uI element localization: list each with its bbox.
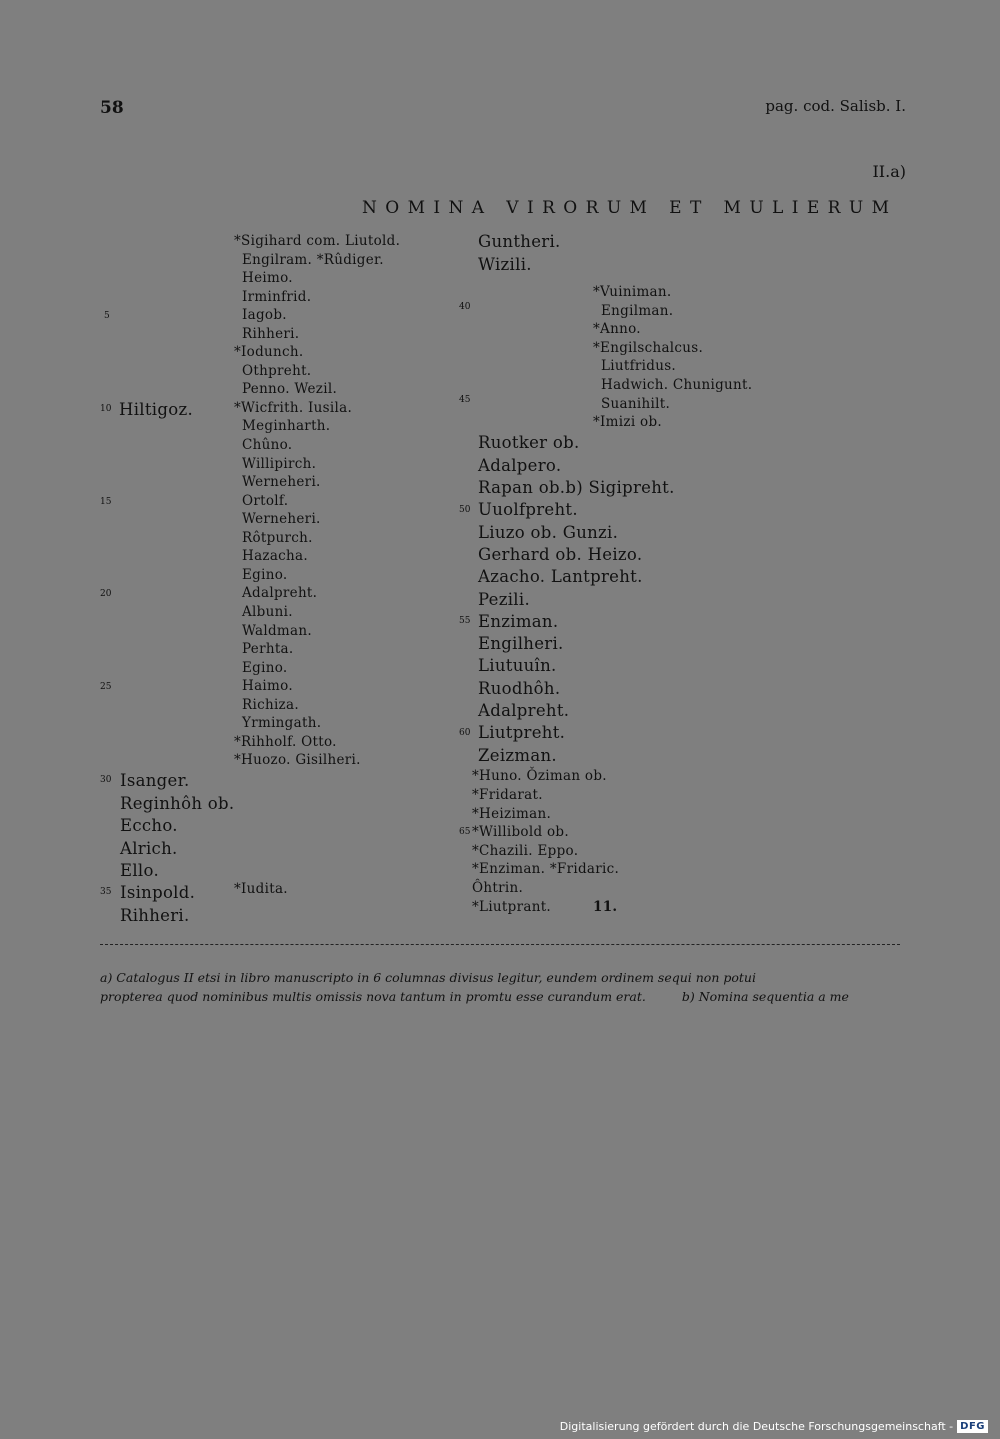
name-entry: *Iudita. — [234, 881, 288, 897]
name-entry: Adalpreht. — [242, 585, 318, 601]
name-entry: Liuzo ob. Gunzi. — [478, 523, 619, 542]
name-entry: Guntheri. — [478, 232, 561, 251]
name-entry: Rihheri. — [242, 326, 300, 342]
name-entry: Penno. Wezil. — [242, 381, 338, 397]
footnote-line — [100, 987, 908, 1006]
name-entry: Richiza. — [242, 697, 299, 713]
credit-text: Digitalisierung gefördert durch die Deutsche Forschungsgemeinschaft - — [559, 1420, 954, 1433]
name-entry: Liutpreht. — [478, 723, 566, 742]
name-entry: Egino. — [242, 660, 288, 676]
footnote-line: a) Catalogus II etsi in libro manuscripto in 6 columnas divisus legitur, eundem ordinem sequi non potui — [100, 970, 756, 985]
name-entry: Ortolf. — [242, 493, 289, 509]
line-number: 15 — [100, 497, 112, 507]
line-number: 35 — [100, 887, 112, 897]
name-entry: Iagob. — [242, 307, 287, 323]
name-entry: *Wicfrith. Iusila. — [234, 400, 353, 416]
page-title: NOMINA VIRORUM ET MULIERUM — [362, 198, 898, 218]
name-entry: *Fridarat. — [472, 787, 543, 803]
name-entry: Engilram. *Rûdiger. — [242, 252, 384, 268]
name-entry: *Huno. Ǒziman ob. — [472, 768, 607, 784]
name-entry: Reginhôh ob. — [120, 794, 235, 813]
name-entry: Uuolfpreht. — [478, 500, 578, 519]
name-entry: *Heiziman. — [472, 806, 552, 822]
line-number: 50 — [459, 505, 471, 515]
name-entry: Ruotker ob. — [478, 433, 580, 452]
name-entry: Adalpero. — [478, 456, 562, 475]
name-entry: Perhta. — [242, 641, 294, 657]
name-entry: *Anno. — [593, 321, 641, 337]
name-entry: Werneheri. — [242, 511, 321, 527]
name-entry: Waldman. — [242, 623, 312, 639]
name-entry: Heimo. — [242, 270, 293, 286]
name-entry: Willipirch. — [242, 456, 317, 472]
name-entry: Rapan ob.b) Sigipreht. — [478, 478, 675, 497]
name-entry: *Sigihard com. Liutold. — [234, 233, 401, 249]
name-entry: Hiltigoz. — [119, 400, 193, 419]
name-entry: Zeizman. — [478, 746, 557, 765]
name-entry: Ôhtrin. — [472, 880, 524, 896]
name-entry: Alrich. — [120, 839, 178, 858]
footnote-rule — [100, 944, 900, 945]
name-entry: Wizili. — [478, 255, 532, 274]
name-entry: Suanihilt. — [601, 396, 671, 412]
name-entry: Isanger. — [120, 771, 190, 790]
digitization-credit — [560, 1420, 988, 1433]
name-entry: Hazacha. — [242, 548, 308, 564]
line-number: 55 — [459, 616, 471, 626]
name-entry: Isinpold. — [120, 883, 196, 902]
name-entry: Chûno. — [242, 437, 293, 453]
name-entry: Rôtpurch. — [242, 530, 313, 546]
name-entry: *Willibold ob. — [472, 824, 569, 840]
name-entry: Gerhard ob. Heizo. — [478, 545, 643, 564]
line-number: 60 — [459, 728, 471, 738]
name-entry: *Huozo. Gisilheri. — [234, 752, 361, 768]
name-entry: Meginharth. — [242, 418, 331, 434]
name-entry: Enziman. — [478, 612, 559, 631]
line-number: 30 — [100, 775, 112, 785]
name-entry: Eccho. — [120, 816, 178, 835]
name-entry: Albuni. — [242, 604, 293, 620]
footnote-line-text: propterea quod nominibus multis omissis nova tantum in promtu esse curandum erat. — [100, 989, 646, 1004]
name-entry: Pezili. — [478, 590, 530, 609]
name-entry: Ello. — [120, 861, 159, 880]
dfg-logo: DFG — [957, 1420, 988, 1433]
name-entry: Liutuuîn. — [478, 656, 557, 675]
name-entry: Werneheri. — [242, 474, 321, 490]
name-entry: Engilheri. — [478, 634, 564, 653]
name-entry: *Rihholf. Otto. — [234, 734, 337, 750]
name-entry: Adalpreht. — [478, 701, 570, 720]
name-entry: *Chazili. Eppo. — [472, 843, 579, 859]
name-entry: *Engilschalcus. — [593, 340, 704, 356]
line-number: 10 — [100, 404, 112, 414]
footnote-b: b) Nomina sequentia a me — [681, 989, 849, 1004]
name-entry: *Liutprant. — [472, 899, 552, 915]
name-entry: Ruodhôh. — [478, 679, 561, 698]
reference-mark: 11. — [593, 899, 618, 915]
section-mark: II.a) — [872, 162, 906, 181]
name-entry: Haimo. — [242, 678, 293, 694]
name-entry: Yrmingath. — [242, 715, 322, 731]
line-number: 5 — [104, 311, 110, 321]
line-number: 45 — [459, 395, 471, 405]
line-number: 20 — [100, 589, 112, 599]
name-entry: *Vuiniman. — [593, 284, 672, 300]
name-entry: *Enziman. *Fridaric. — [472, 861, 620, 877]
line-number: 65 — [459, 827, 471, 837]
name-entry: Rihheri. — [120, 906, 190, 925]
name-entry: Azacho. Lantpreht. — [478, 567, 643, 586]
name-entry: Hadwich. Chunigunt. — [601, 377, 753, 393]
page-number: 58 — [100, 98, 124, 118]
footnote — [100, 968, 908, 1006]
line-number: 40 — [459, 302, 471, 312]
line-number: 25 — [100, 682, 112, 692]
name-entry: Liutfridus. — [601, 358, 677, 374]
name-entry: *Iodunch. — [234, 344, 304, 360]
name-entry: Othpreht. — [242, 363, 312, 379]
name-entry: *Imizi ob. — [593, 414, 662, 430]
name-entry: Egino. — [242, 567, 288, 583]
name-entry: Irminfrid. — [242, 289, 312, 305]
running-head: pag. cod. Salisb. I. — [765, 97, 906, 115]
name-entry: Engilman. — [601, 303, 674, 319]
